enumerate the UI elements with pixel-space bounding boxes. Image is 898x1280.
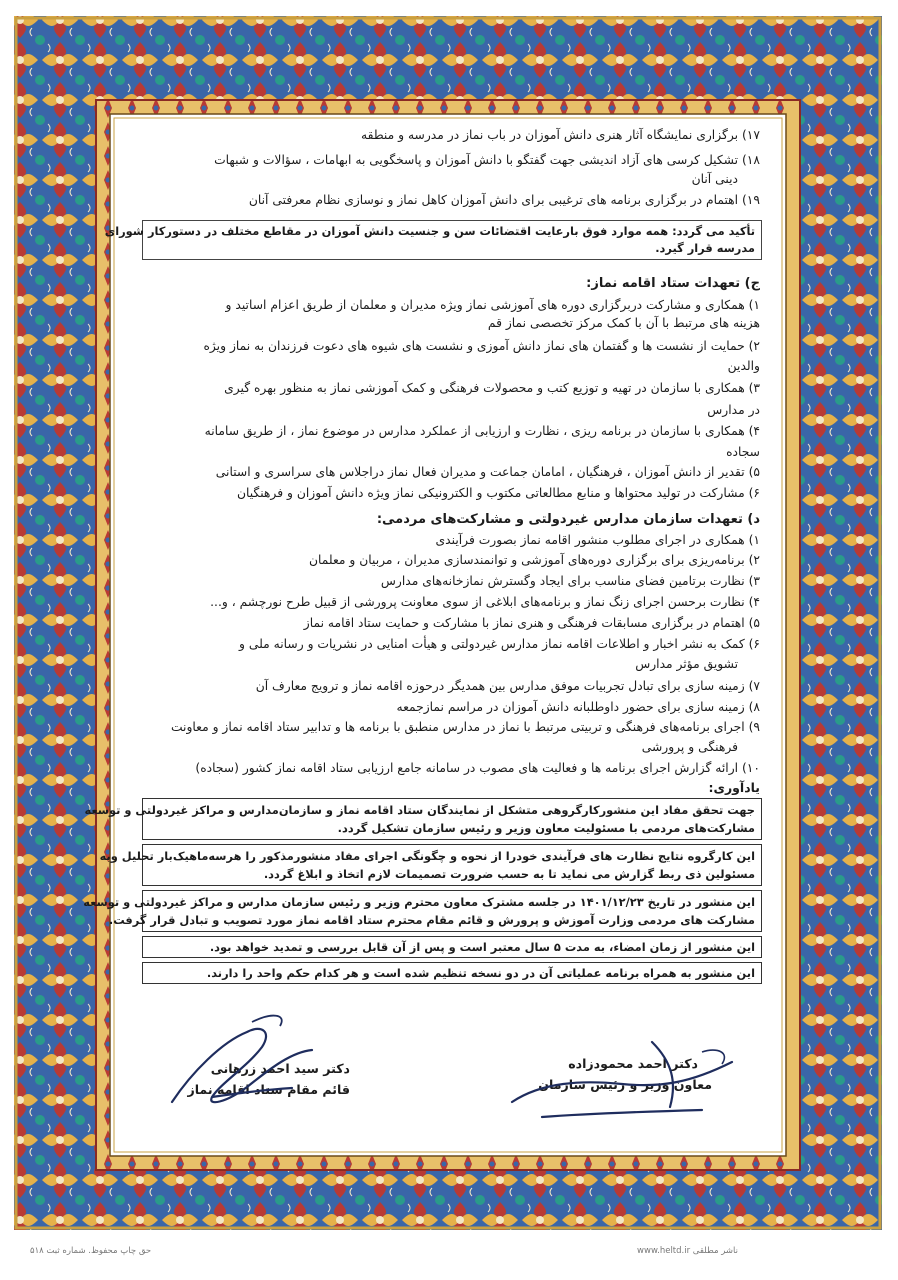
signatory-left-name: دکتر سید احمد زرهانی xyxy=(210,1061,350,1076)
section-d-line: ۵) اهتمام در برگزاری مسابقات فرهنگی و هنری نماز با مشارکت و حمایت ستاد اقامه نماز xyxy=(303,616,760,630)
footer-publisher: ناشر مطلقی www.heltd.ir xyxy=(637,1246,738,1256)
reminder-box xyxy=(83,890,762,932)
section-c-line: سجاده xyxy=(726,445,760,459)
section-c-line: ۳) همکاری با سازمان در تهیه و توزیع کتب و محصولات فرهنگی و کمک آموزشی نماز به منظور بهره گیری xyxy=(224,381,760,395)
handwritten-signature-left xyxy=(152,1002,362,1122)
reminder-line: این منشور از زمان امضاء، به مدت ۵ سال معتبر است و پس از آن قابل بررسی و تمدید خواهد بود. xyxy=(209,940,755,954)
section-d-line: ۳) نظارت برتامین فضای مناسب برای ایجاد وگسترش نمازخانه‌های مدارس xyxy=(380,574,760,588)
reminder-line: این منشور به همراه برنامه عملیاتی آن در دو نسخه تنظیم شده است و هر کدام حکم واحد را دارند. xyxy=(206,966,755,980)
handwritten-signature-right xyxy=(502,1022,762,1132)
reminder-box xyxy=(84,798,762,840)
section-c-line: ۱) همکاری و مشارکت دربرگزاری دوره های آموزشی نماز ویژه مدیران و معلمان از طریق اعزام اساتید و xyxy=(225,298,760,312)
section-d-heading: د) تعهدات سازمان مدارس غیردولتی و مشارکت‌های مردمی: xyxy=(376,512,760,527)
section-c-line: ۲) حمایت از نشست ها و گفتمان های نماز دانش آموزی و نشست های شیوه های دعوت فرزندان به نماز ویژه xyxy=(203,339,760,353)
section-c-line: والدین xyxy=(727,359,760,373)
reminder-box xyxy=(142,962,762,984)
section-d-line: ۷) زمینه سازی برای تبادل تجربیات موفق مدارس بین همدیگر درحوزه اقامه نماز و ترویج معارف آن xyxy=(255,679,760,693)
section-c-line: ۶) مشارکت در تولید محتواها و منابع مطالعاتی مکتوب و الکترونیکی نماز ویژه دانش آموزان و فرهنگیان xyxy=(236,486,760,500)
section-d-line: ۲) برنامه‌ریزی برای برگزاری دوره‌های آموزشی و توانمندسازی مدیران ، مربیان و معلمان xyxy=(308,553,760,567)
section-c-line: در مدارس xyxy=(707,403,760,417)
reminder-line: مسئولین ذی ربط گزارش می نماید تا به حسب ضرورت تصمیمات لازم اتخاذ و ابلاغ گردد. xyxy=(263,867,755,881)
section-d-line: ۱۰) ارائه گزارش اجرای برنامه ها و فعالیت های مصوب در سامانه جامع ارزیابی ستاد اقامه نماز کشور (سجاده) xyxy=(195,761,760,775)
emphasis-box xyxy=(104,220,762,260)
section-d-line: ۹) اجرای برنامه‌های فرهنگی و تربیتی مرتبط با نماز در مدارس منطبق با برنامه ها و تدابیر ستاد اقامه نماز و معاونت xyxy=(170,720,760,734)
section-d-line: ۴) نظارت برحسن اجرای زنگ نماز و برنامه‌های ابلاغی از سوی معاونت پرورشی از قبیل طرح نورچشم ، و... xyxy=(210,595,760,609)
section-c-line: ۵) تقدیر از دانش آموزان ، فرهنگیان ، امامان جماعت و مدیران فعال نماز دراجلاس های سراسری و استانی xyxy=(215,465,760,479)
signatory-left-title: قائم مقام ستاد اقامه نماز xyxy=(187,1082,350,1097)
emphasis-line: مدرسه قرار گیرد. xyxy=(655,241,755,255)
intro-item: ۱۹) اهتمام در برگزاری برنامه های ترغیبی برای دانش آموزان کاهل نماز و نوسازی نظام معرفتی آنان xyxy=(248,193,760,207)
section-c-line: ۴) همکاری با سازمان در برنامه ریزی ، نظارت و ارزیابی از عملکرد مدارس در موضوع نماز ، از طریق سامانه xyxy=(204,424,760,438)
emphasis-line: تأکید می گردد: همه موارد فوق بارعایت اقتضائات سن و جنسیت دانش آموزان در مقاطع مختلف در دستورکار شورای xyxy=(104,224,755,238)
page-footer xyxy=(20,1238,878,1268)
section-d-line-continued: فرهنگی و پرورشی xyxy=(641,740,738,754)
reminder-line: مشارکت های مردمی وزارت آموزش و پرورش و قائم مقام محترم ستاد اقامه نماز مورد تصویب و تبادل قرار گرفت. xyxy=(108,913,755,927)
charter-text xyxy=(83,122,768,1144)
section-c-heading: ج) تعهدات ستاد اقامه نماز: xyxy=(586,276,760,291)
intro-item-continued: دینی آنان xyxy=(691,172,738,186)
intro-item: ۱۸) تشکیل کرسی های آزاد اندیشی جهت گفتگو با دانش آموزان و پاسخگویی به ابهامات ، سؤالات و شبهات xyxy=(214,153,760,167)
section-d-line: ۶) کمک به نشر اخبار و اطلاعات اقامه نماز مدارس غیردولتی و هیأت امنایی در نشریات و رسانه ملی و xyxy=(239,637,760,651)
reminder-line: این کارگروه نتایج نظارت های فرآیندی خودرا از نحوه و چگونگی اجرای مفاد منشورمذکور را هرسه‌ماهیک‌بار تحلیل وبه xyxy=(99,849,755,863)
section-d-line: ۸) زمینه سازی برای حضور داوطلبانه دانش آموزان در مراسم نمازجمعه xyxy=(396,700,760,714)
intro-item: ۱۷) برگزاری نمایشگاه آثار هنری دانش آموزان در باب نماز در مدرسه و منطقه xyxy=(361,128,760,142)
section-d-line: ۱) همکاری در اجرای مطلوب منشور اقامه نماز بصورت فرآیندی xyxy=(435,533,760,547)
reminder-line: جهت تحقق مفاد این منشورکارگروهی متشکل از نمایندگان ستاد اقامه نماز و سازمان‌مدارس و مراکز غیردولتی و توسعه xyxy=(84,803,755,817)
reminder-box xyxy=(99,844,762,886)
signatory-right-title: معاون وزیر و رئیس سازمان xyxy=(538,1077,712,1092)
reminder-heading: یادآوری: xyxy=(708,780,760,795)
reminder-box xyxy=(142,936,762,958)
section-d-line-continued: تشویق مؤثر مدارس xyxy=(635,657,738,671)
section-c-line: هزینه های مرتبط با آن با کمک مرکز تخصصی نماز قم xyxy=(487,316,760,330)
signatory-right-name: دکتر احمد محمودزاده xyxy=(568,1056,698,1071)
footer-rights: حق چاپ محفوظ. شماره ثبت ۵۱۸ xyxy=(30,1246,152,1256)
reminder-line: مشارکت‌های مردمی با مسئولیت معاون وزیر و رئیس سازمان تشکیل گردد. xyxy=(337,821,755,835)
reminder-line: این منشور در تاریخ ۱۴۰۱/۱۲/۲۳ در جلسه مشترک معاون محترم وزیر و رئیس سازمان مدارس و مراکز غیردولتی و توسعه xyxy=(83,895,755,909)
